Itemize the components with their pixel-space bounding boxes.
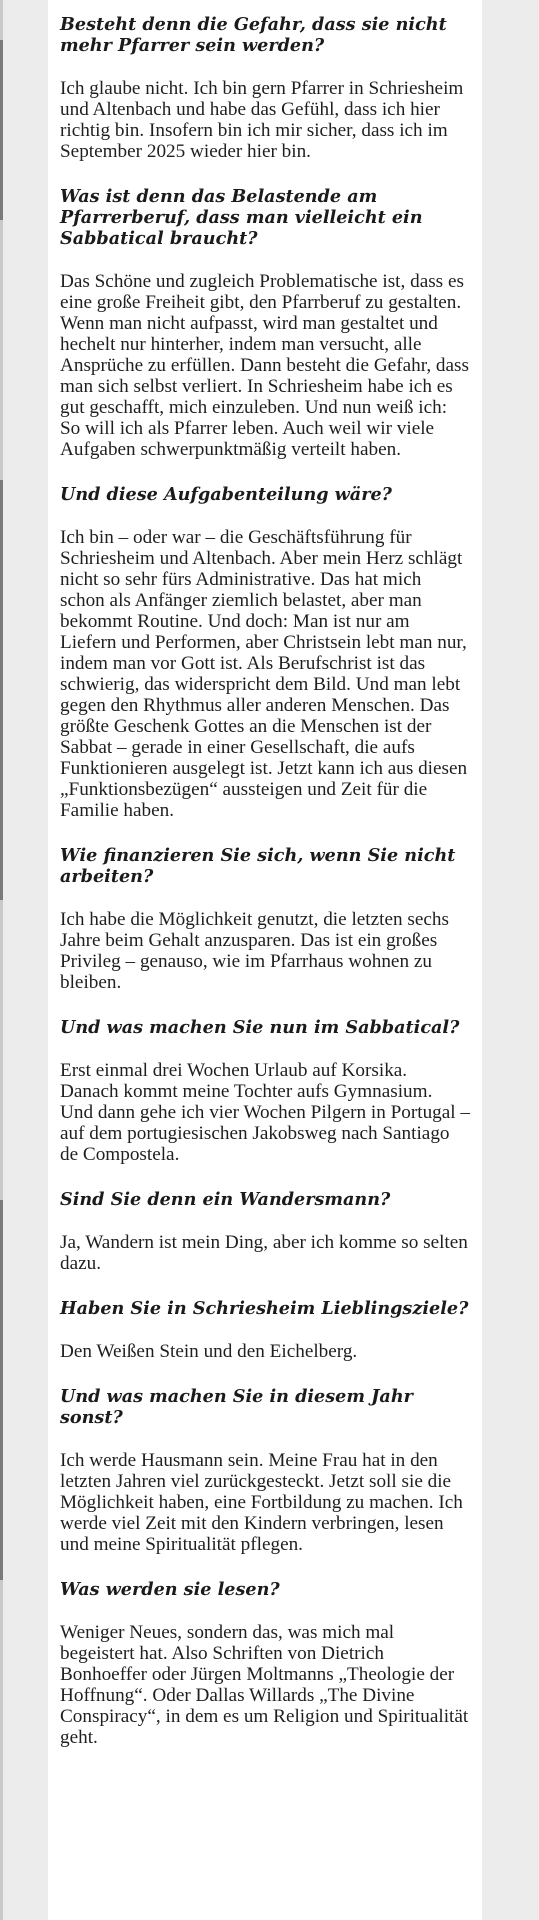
article-body — [48, 0, 482, 1920]
interview-item — [60, 1579, 470, 1748]
interview-answer: Ja, Wandern ist mein Ding, aber ich komme so selten dazu. — [60, 1232, 468, 1274]
interview-question: Sind Sie denn ein Wandersmann? — [60, 1189, 391, 1210]
interview-question: Und was machen Sie in diesem Jahr sonst? — [60, 1386, 413, 1428]
interview-item — [60, 845, 470, 993]
interview-item — [60, 1298, 470, 1362]
interview-answer: Ich habe die Möglichkeit genutzt, die letzten sechs Jahre beim Gehalt anzusparen. Das ist ein großes Privileg – genauso, wie im Pfarrhaus wohnen zu bleiben. — [60, 909, 449, 993]
interview-item — [60, 1386, 470, 1555]
left-page-edge — [0, 0, 3, 1920]
interview-item — [60, 484, 470, 821]
interview-question: Wie finanzieren Sie sich, wenn Sie nicht arbeiten? — [60, 845, 456, 887]
interview-answer: Den Weißen Stein und den Eichelberg. — [60, 1341, 358, 1362]
interview-item — [60, 14, 470, 162]
interview-answer: Erst einmal drei Wochen Urlaub auf Korsika. Danach kommt meine Tochter aufs Gymnasium. Und dann gehe ich vier Wochen Pilgern in Portugal – auf dem portugiesischen Jakobsweg nach Santiago de Compostela. — [60, 1060, 471, 1165]
interview-answer: Ich werde Hausmann sein. Meine Frau hat in den letzten Jahren viel zurückgesteckt. Jetzt soll sie die Möglichkeit haben, eine Fortbildung zu machen. Ich werde viel Zeit mit den Kindern verbringen, lesen und meine Spiritualität pflegen. — [60, 1450, 463, 1555]
interview-answer: Ich glaube nicht. Ich bin gern Pfarrer in Schriesheim und Altenbach und habe das Gefühl, dass ich hier richtig bin. Insofern bin ich mir sicher, dass ich im September 2025 wieder hier bin. — [60, 78, 464, 162]
interview-item — [60, 1189, 470, 1274]
interview-item — [60, 186, 470, 460]
interview-question: Was werden sie lesen? — [60, 1579, 280, 1600]
interview-question: Haben Sie in Schriesheim Lieblingsziele? — [60, 1298, 469, 1319]
interview-answer: Das Schöne und zugleich Problematische ist, dass es eine große Freiheit gibt, den Pfarrberuf zu gestalten. Wenn man nicht aufpasst, wird man gestaltet und hechelt nur hinterher, indem man versucht, alle Ansprüche zu erfüllen. Dann besteht die Gefahr, dass man sich selbst verliert. In Schriesheim habe ich es gut geschafft, mich einzuleben. Und nun weiß ich: So will ich als Pfarrer leben. Auch weil wir viele Aufgaben schwerpunktmäßig verteilt haben. — [60, 271, 469, 460]
interview-answer: Weniger Neues, sondern das, was mich mal begeistert hat. Also Schriften von Dietrich Bonhoeffer oder Jürgen Moltmanns „Theologie der Hoffnung“. Oder Dallas Willards „The Divine Conspiracy“, in dem es um Religion und Spiritualität geht. — [60, 1622, 469, 1748]
interview-list — [48, 0, 482, 1748]
interview-item — [60, 1017, 470, 1165]
interview-question: Besteht denn die Gefahr, dass sie nicht mehr Pfarrer sein werden? — [60, 14, 447, 56]
interview-question: Und was machen Sie nun im Sabbatical? — [60, 1017, 460, 1038]
interview-answer: Ich bin – oder war – die Geschäftsführung für Schriesheim und Altenbach. Aber mein Herz schlägt nicht so sehr fürs Administrative. Das hat mich schon als Anfänger ziemlich belastet, aber man bekommt Routine. Und doch: Man ist nur am Liefern und Performen, aber Christsein lebt man nur, indem man vor Gott ist. Als Berufschrist ist das schwierig, das widerspricht dem Bild. Und man lebt gegen den Rhythmus aller anderen Menschen. Das größte Geschenk Gottes an die Menschen ist der Sabbat – gerade in einer Gesellschaft, die aufs Funktionieren ausgelegt ist. Jetzt kann ich aus diesen „Funktionsbezügen“ aussteigen und Zeit für die Familie haben. — [60, 527, 468, 821]
interview-question: Und diese Aufgabenteilung wäre? — [60, 484, 392, 505]
interview-question: Was ist denn das Belastende am Pfarrerberuf, dass man vielleicht ein Sabbatical braucht? — [60, 186, 423, 249]
